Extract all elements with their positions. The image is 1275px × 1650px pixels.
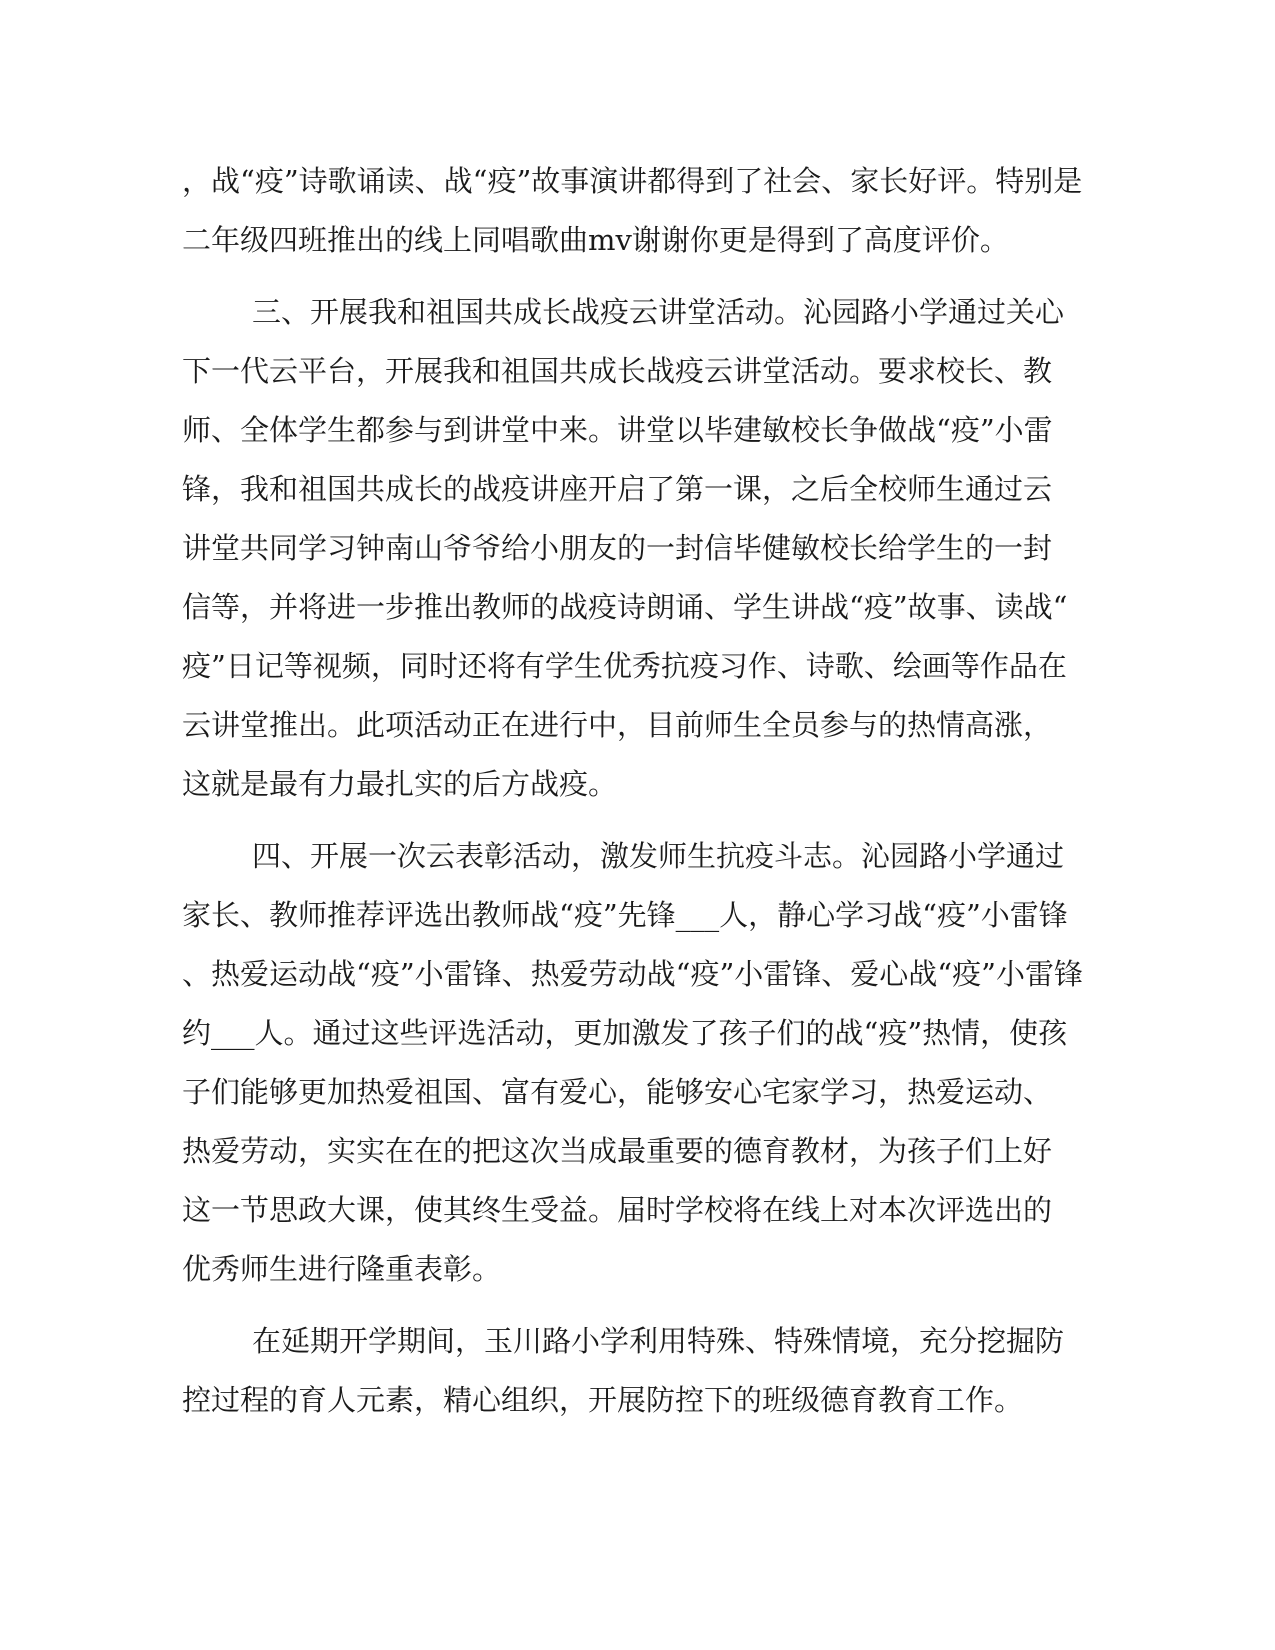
text-line: 云讲堂推出。此项活动正在进行中，目前师生全员参与的热情高涨， — [182, 708, 1053, 742]
text-line: 在延期开学期间，玉川路小学利用特殊、特殊情境，充分挖掘防 — [252, 1324, 1065, 1358]
text-line: 四、开展一次云表彰活动，激发师生抗疫斗志。沁园路小学通过 — [252, 839, 1065, 873]
text-line: 讲堂共同学习钟南山爷爷给小朋友的一封信毕健敏校长给学生的一封 — [182, 531, 1053, 565]
text-line: 信等，并将进一步推出教师的战疫诗朗诵、学生讲战“疫”故事、读战“ — [182, 590, 1068, 624]
text-line: 下一代云平台，开展我和祖国共成长战疫云讲堂活动。要求校长、教 — [182, 354, 1053, 388]
text-line: 热爱劳动，实实在在的把这次当成最重要的德育教材，为孩子们上好 — [182, 1134, 1053, 1168]
paragraph-1 — [182, 152, 1083, 270]
text-line: 优秀师生进行隆重表彰。 — [182, 1252, 502, 1286]
paragraph-4 — [182, 1312, 1065, 1430]
text-line: 疫”日记等视频，同时还将有学生优秀抗疫习作、诗歌、绘画等作品在 — [182, 649, 1067, 683]
text-line: 三、开展我和祖国共成长战疫云讲堂活动。沁园路小学通过关心 — [252, 295, 1065, 329]
text-line: ，战“疫”诗歌诵读、战“疫”故事演讲都得到了社会、家长好评。特别是 — [182, 164, 1083, 198]
text-line: 控过程的育人元素，精心组织，开展防控下的班级德育教育工作。 — [182, 1383, 1024, 1417]
text-line: 约___人。通过这些评选活动，更加激发了孩子们的战“疫”热情，使孩 — [182, 1016, 1068, 1050]
text-line: 、热爱运动战“疫”小雷锋、热爱劳动战“疫”小雷锋、爱心战“疫”小雷锋 — [182, 957, 1083, 991]
text-line: 子们能够更加热爱祖国、富有爱心，能够安心宅家学习，热爱运动、 — [182, 1075, 1053, 1109]
text-line: 家长、教师推荐评选出教师战“疫”先锋___人，静心学习战“疫”小雷锋 — [182, 898, 1068, 932]
document-body — [182, 152, 1083, 1430]
paragraph-2 — [182, 283, 1068, 814]
paragraph-3 — [182, 827, 1083, 1299]
text-line: 锋，我和祖国共成长的战疫讲座开启了第一课，之后全校师生通过云 — [182, 472, 1053, 506]
text-line: 这一节思政大课，使其终生受益。届时学校将在线上对本次评选出的 — [182, 1193, 1053, 1227]
text-line: 二年级四班推出的线上同唱歌曲mv谢谢你更是得到了高度评价。 — [182, 223, 1009, 257]
text-line: 这就是最有力最扎实的后方战疫。 — [182, 767, 618, 801]
text-line: 师、全体学生都参与到讲堂中来。讲堂以毕建敏校长争做战“疫”小雷 — [182, 413, 1053, 447]
